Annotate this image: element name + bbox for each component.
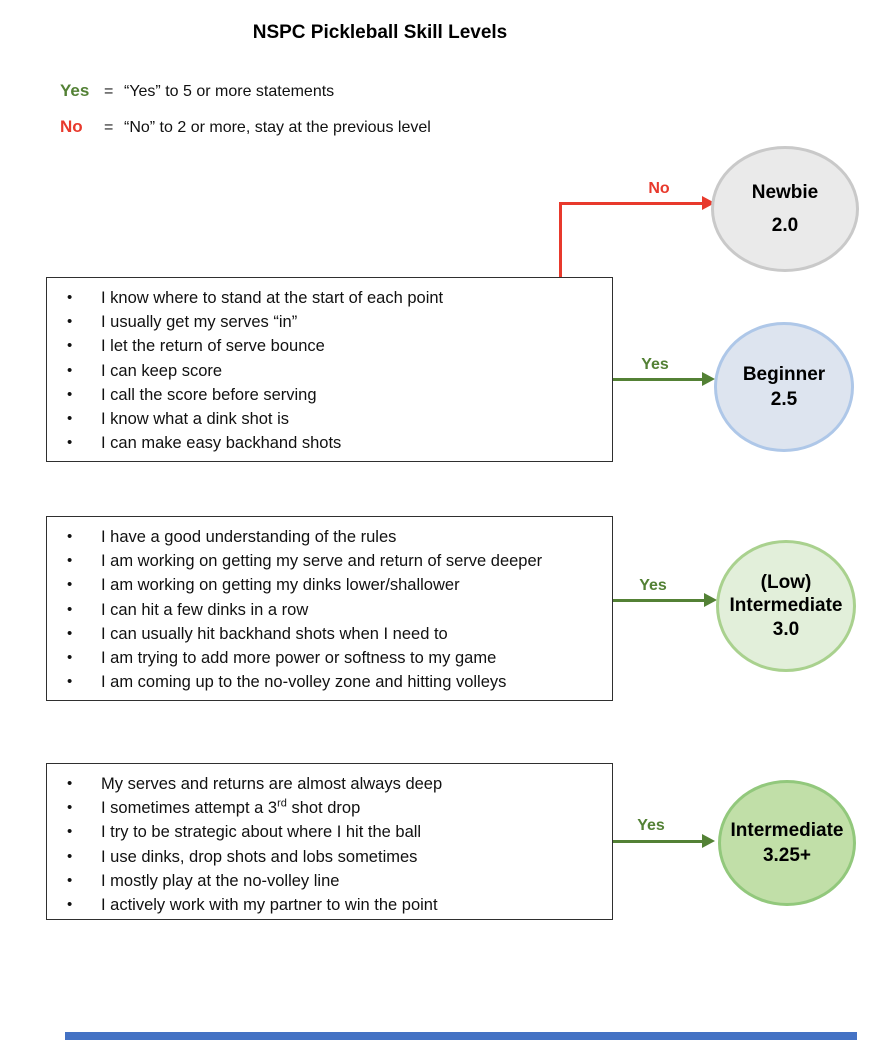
legend-no-text: “No” to 2 or more, stay at the previous level xyxy=(124,119,431,136)
no-arrow-vertical-line xyxy=(559,203,562,278)
statement-item: • I am working on getting my dinks lower/shallower xyxy=(47,573,606,597)
legend-no-term: No xyxy=(60,117,83,136)
statement-item: • I can keep score xyxy=(47,359,606,383)
low-intermediate-statements-list xyxy=(47,517,612,694)
legend-yes-text: “Yes” to 5 or more statements xyxy=(124,83,335,100)
level-name: Beginner xyxy=(742,363,826,385)
statement-item: • I sometimes attempt a 3rd shot drop xyxy=(47,796,606,820)
no-arrow-horizontal-line xyxy=(559,202,705,205)
level-rating: 2.0 xyxy=(771,214,799,236)
statement-item: • I mostly play at the no-volley line xyxy=(47,869,606,893)
bottom-accent-bar xyxy=(65,1032,857,1040)
yes-arrow-2-label: Yes xyxy=(639,577,667,594)
legend-no-equals: = xyxy=(104,119,114,136)
yes-arrow-1-line xyxy=(613,378,704,381)
page-title: NSPC Pickleball Skill Levels xyxy=(252,22,508,43)
level-name: Newbie xyxy=(751,182,819,203)
legend-yes-row xyxy=(60,81,334,101)
beginner-level-circle xyxy=(714,322,854,452)
legend-no-row xyxy=(60,117,431,137)
statement-item: • I know what a dink shot is xyxy=(47,407,606,431)
beginner-statements-list xyxy=(47,278,612,455)
level-name: Intermediate xyxy=(730,819,844,841)
statement-item: • I use dinks, drop shots and lobs sometimes xyxy=(47,845,606,869)
statement-item: • I can make easy backhand shots xyxy=(47,431,606,455)
statement-item: • I can usually hit backhand shots when I need to xyxy=(47,622,606,646)
statement-item: • My serves and returns are almost always deep xyxy=(47,772,606,796)
yes-arrowhead-3-icon xyxy=(702,834,715,848)
statement-item: • I let the return of serve bounce xyxy=(47,334,606,358)
low-intermediate-level-circle xyxy=(716,540,856,672)
yes-arrow-2-line xyxy=(613,599,706,602)
level-rating: 3.0 xyxy=(772,618,800,640)
level-name: Intermediate xyxy=(729,595,843,617)
no-arrow-label: No xyxy=(648,180,670,197)
statement-item: • I am coming up to the no-volley zone and hitting volleys xyxy=(47,670,606,694)
intermediate-statements-box xyxy=(46,763,613,920)
level-qualifier: (Low) xyxy=(760,571,812,593)
statement-item: • I have a good understanding of the rules xyxy=(47,525,606,549)
statement-item: • I know where to stand at the start of each point xyxy=(47,286,606,310)
statement-item: • I can hit a few dinks in a row xyxy=(47,598,606,622)
statement-item: • I usually get my serves “in” xyxy=(47,310,606,334)
intermediate-statements-list xyxy=(47,764,612,917)
legend-yes-term: Yes xyxy=(60,81,90,100)
low-intermediate-statements-box xyxy=(46,516,613,701)
level-rating: 2.5 xyxy=(770,389,798,410)
statement-item: • I actively work with my partner to win the point xyxy=(47,893,606,917)
intermediate-level-circle xyxy=(718,780,856,906)
yes-arrow-3-line xyxy=(613,840,704,843)
newbie-level-circle xyxy=(711,146,859,272)
beginner-statements-box xyxy=(46,277,613,462)
legend-yes-equals: = xyxy=(104,83,114,100)
yes-arrow-3-label: Yes xyxy=(637,817,665,834)
ordinal-superscript: rd xyxy=(277,797,287,810)
level-rating: 3.25+ xyxy=(762,845,812,866)
statement-item: • I am working on getting my serve and return of serve deeper xyxy=(47,549,606,573)
yes-arrow-1-label: Yes xyxy=(641,356,669,373)
statement-item: • I call the score before serving xyxy=(47,383,606,407)
statement-item: • I try to be strategic about where I hit the ball xyxy=(47,820,606,844)
statement-item: • I am trying to add more power or softness to my game xyxy=(47,646,606,670)
